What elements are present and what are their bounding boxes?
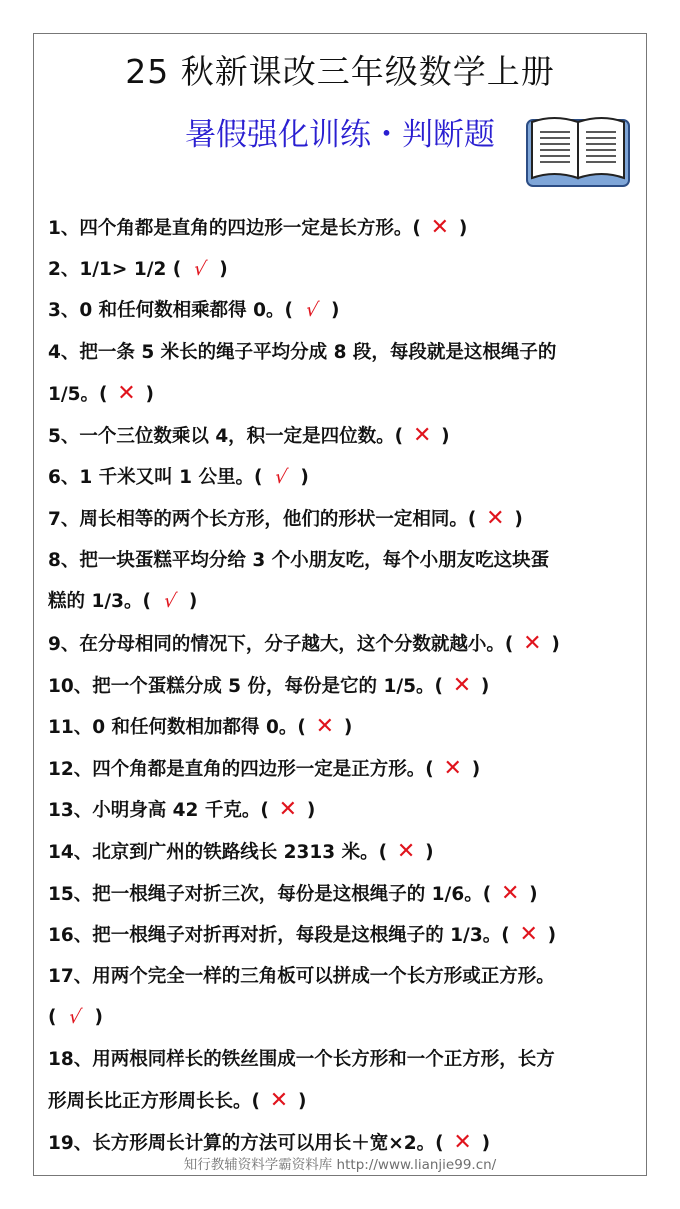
cross-mark-icon: ✕ <box>430 215 450 240</box>
question-line <box>48 665 648 707</box>
question-line <box>48 332 648 374</box>
check-mark-icon: √ <box>67 1006 84 1029</box>
question-text: ( <box>48 1007 57 1029</box>
cross-mark-icon: ✕ <box>315 714 335 740</box>
cross-mark-icon: ✕ <box>443 755 462 781</box>
question-line <box>48 415 648 457</box>
cross-mark-icon: ✕ <box>412 422 432 448</box>
question-text: 8、把一块蛋糕平均分给 3 个小朋友吃，每个小朋友吃这块蛋 <box>48 549 550 571</box>
close-paren: ) <box>441 425 450 447</box>
question-text: 9、在分母相同的情况下，分子越大，这个分数就越小。( <box>48 633 514 655</box>
page-title: 25 秋新课改三年级数学上册 <box>125 52 555 91</box>
question-text: 1/5。( <box>48 384 108 406</box>
question-text: 19、长方形周长计算的方法可以用长＋宽×2。( <box>48 1133 444 1155</box>
question-text: 15、把一根绳子对折三次，每份是这根绳子的 1/6。( <box>48 883 492 905</box>
question-text: 3、0 和任何数相乘都得 0。( <box>48 300 293 322</box>
question-line <box>48 873 648 915</box>
question-text: 1、四个角都是直角的四边形一定是长方形。( <box>48 218 421 239</box>
close-paren: ) <box>529 883 538 905</box>
check-mark-icon: √ <box>192 257 209 280</box>
close-paren: ) <box>297 1091 307 1113</box>
check-mark-icon: √ <box>273 465 290 488</box>
close-paren: ) <box>425 841 434 863</box>
question-text: 4、把一条 5 米长的绳子平均分成 8 段，每段就是这根绳子的 <box>48 341 557 363</box>
cross-mark-icon: ✕ <box>519 922 538 948</box>
page-subtitle: 暑假强化训练・判断题 <box>185 117 495 153</box>
close-paren: ) <box>514 509 523 531</box>
question-text: 10、把一个蛋糕分成 5 份，每份是它的 1/5。( <box>48 675 443 697</box>
close-paren: ) <box>343 717 353 739</box>
footer-watermark: 知行教辅资料学霸资料库 http://www.lianjie99.cn/ <box>183 1157 497 1173</box>
cross-mark-icon: ✕ <box>278 797 298 823</box>
question-text: 7、周长相等的两个长方形，他们的形状一定相同。( <box>48 509 477 531</box>
question-line <box>48 540 648 582</box>
question-line <box>48 623 648 665</box>
question-line <box>48 789 648 831</box>
question-text: 2、1/1> 1/2 ( <box>48 258 182 280</box>
question-line <box>48 914 648 956</box>
question-line <box>48 457 648 499</box>
check-mark-icon: √ <box>304 299 321 322</box>
question-line <box>48 1039 648 1081</box>
question-text: 18、用两根同样长的铁丝围成一个长方形和一个正方形，长方 <box>48 1048 555 1070</box>
question-line <box>48 373 648 415</box>
question-text: 12、四个角都是直角的四边形一定是正方形。( <box>48 758 434 780</box>
question-text: 6、1 千米又叫 1 公里。( <box>48 466 263 488</box>
question-text: 糕的 1/3。( <box>48 591 151 613</box>
question-line <box>48 249 648 291</box>
close-paren: ) <box>94 1007 103 1029</box>
close-paren: ) <box>145 384 154 406</box>
question-line <box>48 498 648 540</box>
question-text: 5、一个三位数乘以 4，积一定是四位数。( <box>48 425 404 447</box>
question-line <box>48 748 648 790</box>
question-line <box>48 831 648 873</box>
question-list <box>48 207 648 1164</box>
check-mark-icon: √ <box>162 590 179 613</box>
close-paren: ) <box>219 258 228 280</box>
close-paren: ) <box>458 218 468 239</box>
cross-mark-icon: ✕ <box>500 880 520 906</box>
question-line <box>48 1080 648 1122</box>
question-line <box>48 207 648 249</box>
question-line <box>48 956 648 998</box>
question-text: 形周长比正方形周长长。( <box>48 1091 260 1113</box>
close-paren: ) <box>480 675 490 697</box>
close-paren: ) <box>471 758 481 780</box>
question-line <box>48 706 648 748</box>
question-text: 17、用两个完全一样的三角板可以拼成一个长方形或正方形。 <box>48 965 555 987</box>
close-paren: ) <box>547 925 557 947</box>
close-paren: ) <box>188 591 198 613</box>
cross-mark-icon: ✕ <box>396 838 416 864</box>
cross-mark-icon: ✕ <box>486 506 505 532</box>
cross-mark-icon: ✕ <box>452 672 472 698</box>
question-text: 16、把一根绳子对折再对折，每段是这根绳子的 1/3。( <box>48 925 510 947</box>
question-line <box>48 997 648 1039</box>
cross-mark-icon: ✕ <box>523 630 542 656</box>
cross-mark-icon: ✕ <box>453 1130 472 1156</box>
cross-mark-icon: ✕ <box>269 1088 289 1114</box>
question-text: 14、北京到广州的铁路线长 2313 米。( <box>48 841 388 863</box>
close-paren: ) <box>481 1133 491 1155</box>
question-line <box>48 581 648 623</box>
close-paren: ) <box>300 466 309 488</box>
open-book-icon <box>524 112 632 190</box>
question-line <box>48 290 648 332</box>
close-paren: ) <box>551 633 560 655</box>
close-paren: ) <box>330 300 340 322</box>
cross-mark-icon: ✕ <box>117 381 136 407</box>
question-text: 11、0 和任何数相加都得 0。( <box>48 717 306 739</box>
close-paren: ) <box>306 800 316 822</box>
question-text: 13、小明身高 42 千克。( <box>48 800 269 822</box>
